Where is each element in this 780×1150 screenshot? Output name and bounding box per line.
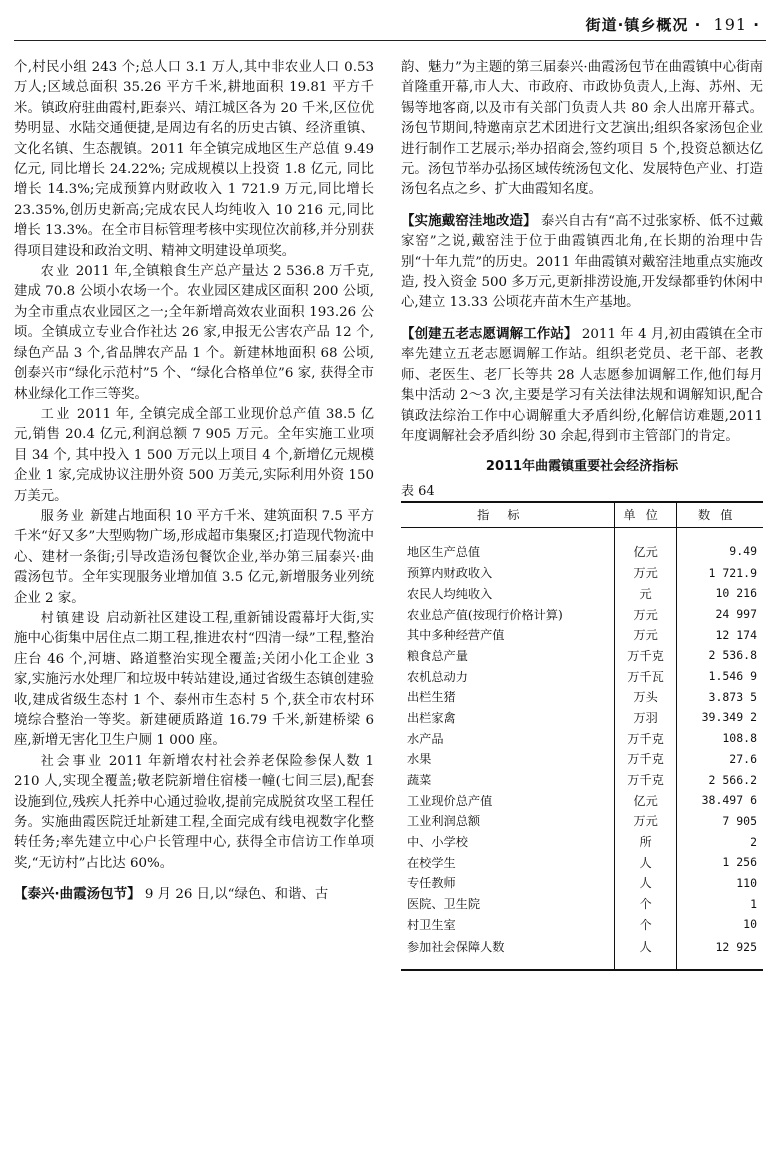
indicator-cell: 参加社会保障人数 (401, 935, 614, 970)
indicator-cell: 出栏生猪 (407, 690, 456, 705)
value-cell: 3.873 5 (708, 689, 757, 704)
unit-cell: 万头 (614, 686, 677, 707)
header-indicator: 指标 (401, 502, 614, 528)
unit-cell: 所 (614, 831, 677, 852)
indicator-cell: 工业利润总额 (407, 814, 481, 829)
mediation-text: 2011 年 4 月,初由霞镇在全市率先建立五老志愿调解工作站。组织老党员、老干部、老教师、老医生、老厂长等共 28 人志愿参加调解工作,他们每月集中活动 2～3 次,主要是学习有关法律法规和调解知识,配合镇政法综治工作中心调解重大矛盾纠纷,化解信访难题,2011 年度调解社会矛盾纠纷 30 余起,得到市主管部门的肯定。 (401, 326, 763, 444)
right-column (401, 58, 763, 971)
village-construction-heading: 村镇建设 (40, 610, 102, 626)
indicator-cell: 专任教师 (407, 876, 456, 891)
table-row (401, 935, 763, 970)
industry-text: 2011 年, 全镇完成全部工业现价总产值 38.5 亿元,销售 20.4 亿元,利润总额 7 905 万元。全年实施工业项目 34 个, 其中投入 1 500 万元以上项目 4 个,新增亿元规模企业 1 家,完成协议注册外资 500 万美元,实际利用外资 150 万美元。 (14, 406, 374, 504)
indicator-cell: 农民人均纯收入 (407, 586, 493, 601)
header-rule (14, 40, 766, 41)
value-cell: 110 (736, 875, 757, 890)
header-unit: 单位 (614, 502, 677, 528)
unit-cell: 万羽 (614, 707, 677, 728)
unit-cell: 人 (614, 935, 677, 970)
table-row (401, 562, 763, 583)
unit-cell: 人 (614, 873, 677, 894)
table-row (401, 769, 763, 790)
unit-cell: 个 (614, 914, 677, 935)
table-row (401, 873, 763, 894)
value-cell: 7 905 (722, 813, 757, 828)
soup-festival-text: 9 月 26 日,以“绿色、和谐、古 (140, 887, 329, 903)
indicator-cell: 地区生产总值 (407, 544, 481, 559)
indicator-cell: 中、小学校 (407, 835, 468, 850)
table-row (401, 728, 763, 749)
value-cell: 38.497 6 (701, 793, 757, 808)
unit-cell: 元 (614, 583, 677, 604)
table-row (401, 624, 763, 645)
indicator-cell: 水果 (407, 752, 432, 767)
value-cell: 10 (743, 917, 757, 932)
table-row (401, 790, 763, 811)
value-cell: 10 216 (715, 586, 757, 601)
intro-paragraph: 个,村民小组 243 个;总人口 3.1 万人,其中非农业人口 0.53 万人;区域总面积 35.26 平方千米,耕地面积 19.81 平方千米。镇政府驻曲霞村,距泰兴、靖江城区各为 20 千米,区位优势明显、水陆交通便捷,是周边有名的历史古镇、经济重镇、文化名镇、生态靓镇。2011 年全镇完成地区生产总值 9.49 亿元, 同比增长 24.22%; 完成规模以上投资 1.8 亿元, 同比增长 14.3%;完成预算内财政收入 1 721.9 万元,同比增长 23.35%,创历史新高;完成农民人均纯收入 10 216 元,同比增长 13.3%。在全市目标管理考核中实现位次前移,并分别获得项目建设和政治文明、精神文明建设单项奖。 (14, 60, 374, 259)
table-row (401, 811, 763, 832)
village-construction-paragraph (14, 609, 374, 752)
agriculture-paragraph (14, 262, 374, 405)
value-cell: 27.6 (729, 751, 757, 766)
header-dot-end: · (753, 16, 760, 34)
unit-cell: 个 (614, 893, 677, 914)
agriculture-text: 2011 年,全镇粮食生产总产量达 2 536.8 万千克,建成 70.8 公顷小农场一个。农业园区建成区面积 200 公顷,为全市重点农业园区之一;全年新增高效农业面积 193.26 公顷。全镇成立专业合作社达 26 家,申报无公害农产品 12 个,绿色产品 3 个,省品牌农产品 1 个。新建林地面积 68 公顷,创泰兴市“绿化示范村”5 个、“绿化合格单位”6 家, 获得全市林业绿化工作三等奖。 (14, 264, 374, 402)
indicator-cell: 粮食总产量 (407, 648, 468, 663)
services-paragraph (14, 507, 374, 609)
table-row (401, 831, 763, 852)
value-cell: 2 566.2 (708, 772, 757, 787)
table-row (401, 707, 763, 728)
unit-cell: 亿元 (614, 790, 677, 811)
indicator-cell: 预算内财政收入 (407, 566, 493, 581)
spacer (401, 314, 763, 324)
spacer (401, 201, 763, 211)
table-row (401, 645, 763, 666)
value-cell: 39.349 2 (701, 710, 757, 725)
value-cell: 12 925 (677, 935, 763, 970)
village-construction-text: 启动新社区建设工程,重新铺设霞幕圩大街,实施中心街集中居住点二期工程,推进农村“四清一绿”工程,整治庄台 46 个,河塘、路道整治实现全覆盖;关闭小化工企业 3 家,实施污水处理厂和垃圾中转站建设,通过省级生态镇创建验收,建成省级生态村 1 个、泰州市生态村 5 个,获全市农村环境综合整治一等奖。新建硬质路道 16.79 千米,新建桥梁 6 座,新增无害化卫生户厕 1 000 座。 (14, 610, 374, 749)
soup-festival-continuation: 韵、魅力”为主题的第三届泰兴·曲霞汤包节在曲霞镇中心街南首隆重开幕,市人大、市政府、市政协负责人,上海、苏州、无锡等地客商,以及市有关部门负责人共 80 余人出席开幕式。汤包节期间,特邀南京艺术团进行文艺演出;组织各家汤包企业进行制作工艺展示;举办招商会,签约项目 5 个,投资总额达亿元。汤包节举办弘扬区域传统汤包文化、发展特色产业、打造汤包名点之乡、扩大曲霞知名度。 (401, 60, 763, 198)
table-row (401, 893, 763, 914)
unit-cell: 万千瓦 (614, 666, 677, 687)
table-row (401, 528, 763, 563)
header-dot: · (694, 16, 702, 34)
value-cell: 1 256 (722, 855, 757, 870)
value-cell: 1 721.9 (708, 565, 757, 580)
indicator-cell: 农机总动力 (407, 669, 468, 684)
table-row (401, 749, 763, 770)
unit-cell: 万千克 (614, 645, 677, 666)
unit-cell: 万元 (614, 811, 677, 832)
table-row (401, 852, 763, 873)
mediation-paragraph (401, 324, 763, 447)
value-cell: 2 (750, 834, 757, 849)
value-cell: 1 (750, 896, 757, 911)
left-column (14, 58, 374, 906)
page-number: 191 (713, 15, 748, 34)
indicator-cell: 工业现价总产值 (407, 793, 493, 808)
daiyao-heading: 【实施戴窑洼地改造】 (401, 212, 537, 229)
indicator-cell: 蔬菜 (407, 773, 432, 788)
table-number: 表 64 (401, 484, 435, 500)
table-row (401, 583, 763, 604)
mediation-heading: 【创建五老志愿调解工作站】 (401, 325, 578, 342)
table-body (401, 528, 763, 970)
unit-cell: 万千克 (614, 769, 677, 790)
table-row (401, 686, 763, 707)
running-header (586, 14, 760, 35)
table-row (401, 604, 763, 625)
services-heading: 服务业 (40, 508, 86, 524)
unit-cell: 万千克 (614, 728, 677, 749)
page-header (0, 0, 780, 44)
indicator-cell: 在校学生 (407, 855, 456, 870)
unit-cell: 亿元 (614, 528, 677, 563)
services-text: 新建占地面积 10 平方千米、建筑面积 7.5 平方千米“好又多”大型购物广场,形成超市集聚区;打造现代物流中心、建材一条街;引导改造汤包餐饮企业,举办第三届泰兴·曲霞汤包节。全年实现服务业增加值 3.5 亿元,新增服务业列统企业 2 家。 (14, 508, 374, 606)
unit-cell: 万元 (614, 562, 677, 583)
industry-paragraph (14, 405, 374, 507)
soup-festival-heading: 【泰兴·曲霞汤包节】 (14, 886, 141, 903)
indicator-cell: 水产品 (407, 731, 444, 746)
header-value: 数值 (677, 502, 763, 528)
table-title: 2011年曲霞镇重要社会经济指标 (485, 459, 679, 475)
indicator-cell: 村卫生室 (407, 917, 456, 932)
industry-heading: 工业 (40, 406, 73, 422)
value-cell: 108.8 (722, 731, 757, 746)
unit-cell: 万千克 (614, 749, 677, 770)
section-title: 街道·镇乡概况 (585, 16, 689, 34)
spacer (14, 874, 374, 884)
social-affairs-paragraph (14, 752, 374, 874)
unit-cell: 人 (614, 852, 677, 873)
table-header-row (401, 502, 763, 528)
daiyao-paragraph (401, 211, 763, 314)
value-cell: 9.49 (729, 544, 757, 559)
social-affairs-heading: 社会事业 (40, 753, 104, 769)
value-cell: 12 174 (715, 627, 757, 642)
indicator-cell: 农业总产值(按现行价格计算) (407, 607, 563, 622)
social-affairs-text: 2011 年新增农村社会养老保险参保人数 1 210 人,实现全覆盖;敬老院新增住宿楼一幢(七间三层),配套设施到位,残疾人托养中心通过验收,提前完成脱贫攻坚工程任务。实施曲霞医院迁址新建工程,全面完成有线电视数字化整转任务;率先建立中心户长管理中心, 获得全市信访工作单项奖,“无访村”占比达 60%。 (14, 753, 374, 871)
indicator-cell: 其中多种经营产值 (407, 628, 505, 643)
indicator-cell: 医院、卫生院 (407, 897, 481, 912)
unit-cell: 万元 (614, 624, 677, 645)
table-row (401, 914, 763, 935)
indicators-table (401, 501, 763, 970)
soup-festival-paragraph (14, 884, 374, 905)
indicator-cell: 出栏家禽 (407, 710, 456, 725)
table-row (401, 666, 763, 687)
value-cell: 1.546 9 (708, 669, 757, 684)
agriculture-heading: 农业 (40, 264, 72, 280)
unit-cell: 万元 (614, 604, 677, 625)
value-cell: 24 997 (715, 607, 757, 622)
value-cell: 2 536.8 (708, 648, 757, 663)
daiyao-text: 泰兴自古有“高不过张家桥、低不过戴家窑”之说,戴窑洼于位于曲霞镇西北角,在长期的治理中告别“十年九荒”的历史。2011 年曲霞镇对戴窑洼地重点实施改造, 投入资金 500 多万元,更新排涝设施,开发绿都垂钓休闲中心,建立 13.33 公顷花卉苗木生产基地。 (401, 213, 763, 311)
